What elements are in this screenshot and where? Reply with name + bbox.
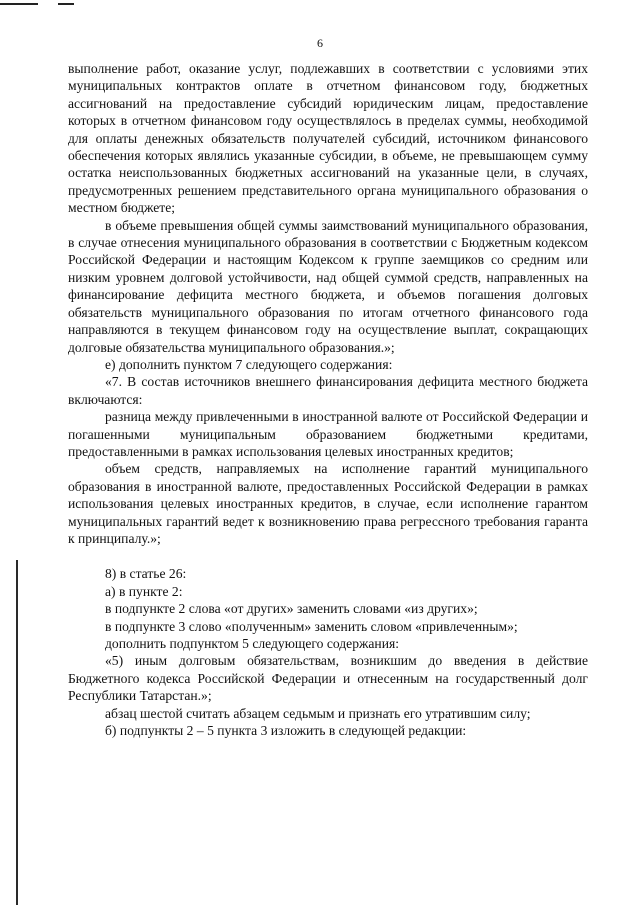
paragraph: в объеме превышения общей суммы заимствований муниципального образования, в случае отнесения муниципального образования в соответствии с Бюджетным кодексом Российской Федерации и настоящим Кодексом к группе заемщиков со средним или низким уровнем долговой устойчивости, над общей суммой средств, направленных на финансирование дефицита местного бюджета, и объемов погашения долговых обязательств муниципального образования по итогам отчетного финансового года направляются в текущем финансовом году на осуществление выплат, сокращающих долговые обязательства муниципального образования.»; xyxy=(68,217,588,355)
paragraph: 8) в статье 26: xyxy=(105,566,187,582)
paragraph: а) в пункте 2: xyxy=(105,583,183,599)
scan-artifact-mark xyxy=(58,3,74,5)
page-number: 6 xyxy=(317,36,323,50)
paragraph: в подпункте 3 слово «полученным» заменить словом «привлеченным»; xyxy=(105,618,518,634)
document-body xyxy=(68,60,588,739)
paragraph: дополнить подпунктом 5 следующего содержания: xyxy=(105,636,400,651)
paragraph: «7. В состав источников внешнего финансирования дефицита местного бюджета включаются: xyxy=(68,374,588,407)
paragraph: объем средств, направляемых на исполнение гарантий муниципального образования в иностранной валюте, предоставленных Российской Федерации в рамках использования целевых иностранных кредитов, в случае, если исполнение гарантом муниципальных гарантий ведет к возникновению права регрессного требования гаранта к принципалу.»; xyxy=(68,461,588,546)
paragraph: б) подпункты 2 – 5 пункта 3 изложить в следующей редакции: xyxy=(105,723,467,739)
paragraph: «5) иным долговым обязательствам, возникшим до введения в действие Бюджетного кодекса Российской Федерации и отнесенным на государственный долг Республики Татарстан.»; xyxy=(68,653,588,704)
paragraph-spacer xyxy=(68,547,588,565)
paragraph: разница между привлеченными в иностранной валюте от Российской Федерации и погашенными муниципальным образованием бюджетными кредитами, предоставленными в рамках использования целевых иностранных кредитов; xyxy=(68,409,588,459)
paragraph: в подпункте 2 слова «от других» заменить словами «из других»; xyxy=(105,601,478,617)
paragraph: абзац шестой считать абзацем седьмым и признать его утратившим силу; xyxy=(105,705,531,721)
paragraph: выполнение работ, оказание услуг, подлежавших в соответствии с условиями этих муниципальных контрактов оплате в отчетном финансовом году, бюджетных ассигнований на предоставление субсидий юридическим лицам, предоставление которых в отчетном финансовом году осуществлялось в пределах суммы, необходимой для оплаты денежных обязательств получателей субсидий, источником финансового обеспечения которых являлись указанные субсидии, в объеме, не превышающем сумму остатка неиспользованных бюджетных ассигнований на указанные цели, в случаях, предусмотренных решением представительного органа муниципального образования о местном бюджете; xyxy=(68,61,588,216)
scan-artifact-mark xyxy=(0,3,38,5)
scan-edge-line xyxy=(16,560,18,905)
paragraph: е) дополнить пунктом 7 следующего содержания: xyxy=(105,356,393,372)
